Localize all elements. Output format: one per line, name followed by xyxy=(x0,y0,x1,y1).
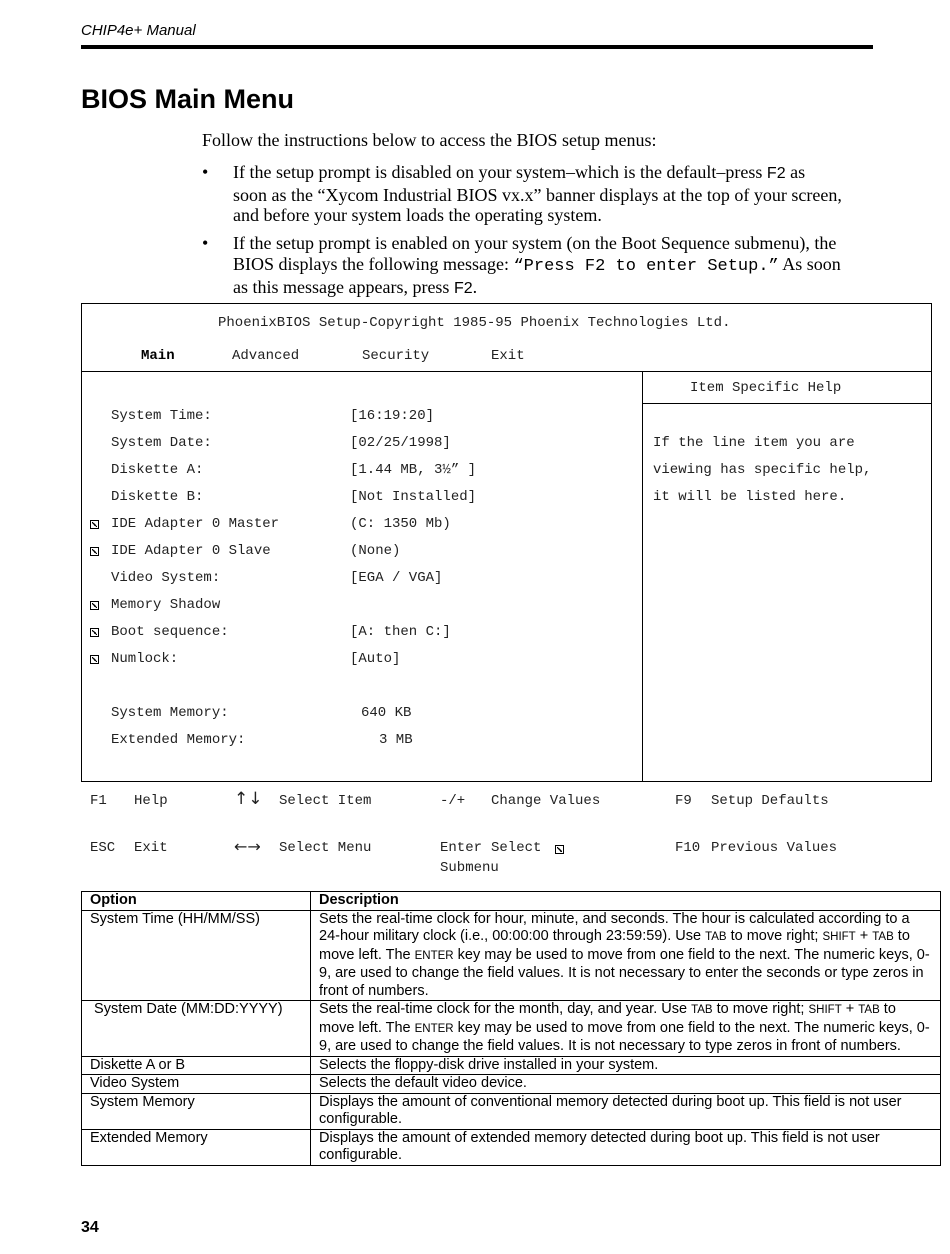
submenu-marker-icon xyxy=(555,845,564,854)
bios-menu-advanced[interactable]: Advanced xyxy=(232,348,300,364)
table-row xyxy=(82,1001,941,1057)
option-cell: System Date (MM:DD:YYYY) xyxy=(82,1001,311,1057)
description-cell: Displays the amount of conventional memory detected during boot up. This field is not user configurable. xyxy=(311,1093,941,1129)
legend-label-exit: Exit xyxy=(134,840,168,856)
bios-help-divider xyxy=(642,372,643,781)
legend-label-setup-defaults: Setup Defaults xyxy=(711,793,829,809)
bios-menu-security[interactable]: Security xyxy=(362,348,430,364)
bullet-text: If the setup prompt is disabled on your system–which is the default–press F2 as soon as the “Xycom Industrial BIOS vx.x” banner displays at the top of your screen, and before your system loads the operating system. xyxy=(233,162,842,225)
field-label-numlock[interactable]: Numlock: xyxy=(111,651,179,667)
bios-menu-main[interactable]: Main xyxy=(141,348,175,364)
table-row xyxy=(82,1075,941,1094)
column-header-description: Description xyxy=(311,892,941,911)
legend-label-select: Select xyxy=(491,840,542,856)
submenu-marker-icon xyxy=(90,547,99,556)
field-label-diskette-b: Diskette B: xyxy=(111,489,204,505)
field-label-system-memory: System Memory: xyxy=(111,705,229,721)
submenu-marker-icon xyxy=(90,520,99,529)
field-value-extended-memory: 3 MB xyxy=(379,732,413,748)
field-value-diskette-b[interactable]: [Not Installed] xyxy=(350,489,477,505)
help-panel-title: Item Specific Help xyxy=(690,380,842,396)
legend-label-select-menu: Select Menu xyxy=(279,840,372,856)
help-line: If the line item you are xyxy=(653,435,855,451)
bios-menu-exit[interactable]: Exit xyxy=(491,348,525,364)
submenu-marker-icon xyxy=(90,601,99,610)
submenu-marker-icon xyxy=(90,655,99,664)
page-title: BIOS Main Menu xyxy=(81,84,295,114)
option-cell: Diskette A or B xyxy=(82,1056,311,1075)
help-line: viewing has specific help, xyxy=(653,462,872,478)
field-value-ide-slave: (None) xyxy=(350,543,401,559)
intro-paragraph: Follow the instructions below to access the BIOS setup menus: xyxy=(202,130,657,150)
legend-label-change-values: Change Values xyxy=(491,793,601,809)
bios-copyright: PhoenixBIOS Setup-Copyright 1985-95 Phoenix Technologies Ltd. xyxy=(218,315,731,331)
legend-key-f1: F1 xyxy=(90,793,107,809)
field-label-system-date: System Date: xyxy=(111,435,212,451)
bios-header-divider xyxy=(81,371,932,372)
field-value-numlock: [Auto] xyxy=(350,651,401,667)
field-value-ide-master: (C: 1350 Mb) xyxy=(350,516,451,532)
legend-key-esc: ESC xyxy=(90,840,116,856)
table-row xyxy=(82,1093,941,1129)
description-cell: Selects the default video device. xyxy=(311,1075,941,1094)
field-label-ide-master[interactable]: IDE Adapter 0 Master xyxy=(111,516,280,532)
page-number: 34 xyxy=(81,1219,99,1236)
option-cell: Extended Memory xyxy=(82,1129,311,1165)
option-cell: System Time (HH/MM/SS) xyxy=(82,910,311,1001)
legend-label-previous-values: Previous Values xyxy=(711,840,838,856)
option-cell: System Memory xyxy=(82,1093,311,1129)
table-row xyxy=(82,1056,941,1075)
field-value-system-memory: 640 KB xyxy=(361,705,412,721)
field-label-ide-slave[interactable]: IDE Adapter 0 Slave xyxy=(111,543,271,559)
description-cell: Displays the amount of extended memory detected during boot up. This field is not user configurable. xyxy=(311,1129,941,1165)
field-label-boot-sequence[interactable]: Boot sequence: xyxy=(111,624,229,640)
header-rule xyxy=(81,45,873,49)
legend-key-enter: Enter xyxy=(440,840,483,856)
legend-label-select-item: Select Item xyxy=(279,793,372,809)
bullet-item-enabled-prompt xyxy=(202,233,842,300)
field-label-diskette-a: Diskette A: xyxy=(111,462,204,478)
field-value-boot-sequence: [A: then C:] xyxy=(350,624,451,640)
field-label-extended-memory: Extended Memory: xyxy=(111,732,246,748)
description-cell: Sets the real-time clock for the month, day, and year. Use TAB to move right; SHIFT + TAB to move left. The ENTER key may be used to move from one field to the next. The numeric keys, 0-9, are used to change the field values. It is not necessary to type zeros in front of numbers. xyxy=(311,1001,941,1057)
field-value-video-system[interactable]: [EGA / VGA] xyxy=(350,570,443,586)
legend-key-minus-plus: -/+ xyxy=(440,793,466,809)
field-label-video-system: Video System: xyxy=(111,570,221,586)
field-value-diskette-a[interactable]: [1.44 MB, 3½” ] xyxy=(350,462,477,478)
field-value-system-time[interactable]: [16:19:20] xyxy=(350,408,435,424)
up-down-arrows-icon: ↑↓ xyxy=(234,789,263,809)
description-cell: Sets the real-time clock for hour, minute, and seconds. The hour is calculated according to a 24-hour military clock (i.e., 00:00:00 through 23:59:59). Use TAB to move right; SHIFT + TAB to move left. The ENTER key may be used to move from one field to the next. The numeric keys, 0-9, are used to change the field values. It is not necessary to enter the seconds or type zeros in front of numbers. xyxy=(311,910,941,1001)
help-line: it will be listed here. xyxy=(653,489,847,505)
bullet-item-disabled-prompt xyxy=(202,162,842,226)
column-header-option: Option xyxy=(82,892,311,911)
legend-label-submenu: Submenu xyxy=(440,860,499,876)
help-title-divider xyxy=(643,403,931,404)
field-value-system-date[interactable]: [02/25/1998] xyxy=(350,435,451,451)
field-label-memory-shadow[interactable]: Memory Shadow xyxy=(111,597,221,613)
bullet-text: If the setup prompt is enabled on your system (on the Boot Sequence submenu), the BIOS displays the following message: “Press F2 to enter Setup.” As soon as this message appears, press F2. xyxy=(233,233,841,297)
submenu-marker-icon xyxy=(90,628,99,637)
running-header: CHIP4e+ Manual xyxy=(81,22,196,39)
legend-key-f9: F9 xyxy=(675,793,692,809)
options-table xyxy=(81,891,941,1166)
setup-prompt-message: “Press F2 to enter Setup.” xyxy=(513,256,779,276)
option-cell: Video System xyxy=(82,1075,311,1094)
field-label-system-time: System Time: xyxy=(111,408,212,424)
left-right-arrows-icon: ←→ xyxy=(234,837,261,856)
key-f2: F2 xyxy=(766,165,786,182)
bullet-icon: • xyxy=(202,233,209,253)
legend-label-help: Help xyxy=(134,793,168,809)
description-cell: Selects the floppy-disk drive installed in your system. xyxy=(311,1056,941,1075)
key-f2: F2 xyxy=(453,280,473,297)
bullet-icon: • xyxy=(202,162,209,182)
legend-key-f10: F10 xyxy=(675,840,701,856)
table-row xyxy=(82,1129,941,1165)
table-row xyxy=(82,910,941,1001)
table-header-row xyxy=(82,892,941,911)
